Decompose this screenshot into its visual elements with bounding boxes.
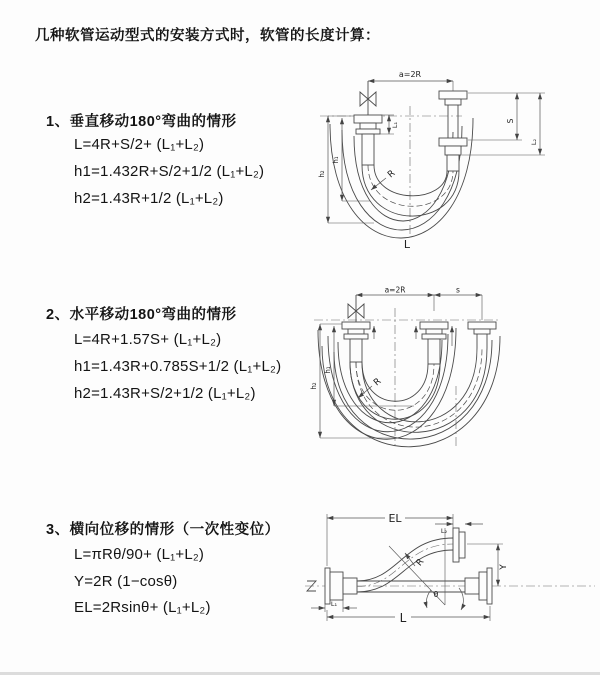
dim-label-l: L (399, 611, 407, 625)
dim-label-l2: L₂ (530, 138, 538, 146)
formula-line: L=πRθ/90+ (L₁+L₂) (74, 546, 205, 563)
section-2-heading: 2、水平移动180°弯曲的情形 (46, 307, 237, 323)
diagram-vertical-180-bend (312, 66, 584, 258)
dim-label-h2: h₂ (318, 170, 326, 178)
right-fitting (439, 91, 467, 171)
dim-label-a2r: a=2R (384, 285, 406, 295)
formula-line: h1=1.432R+S/2+1/2 (L₁+L₂) (74, 163, 265, 180)
formula-line: Y=2R (1−cosθ) (74, 573, 178, 590)
diagram-horizontal-180-bend (308, 286, 598, 454)
left-fitting (342, 322, 370, 362)
formula-line: EL=2Rsinθ+ (L₁+L₂) (74, 599, 211, 616)
dim-label-l2: L₂ (440, 527, 448, 535)
hose-u-bend-pos2 (322, 336, 500, 447)
dim-label-s: s (456, 285, 460, 295)
dim-label-a2r: a=2R (398, 70, 422, 79)
radius-label: R (372, 376, 384, 389)
right-flange (465, 568, 492, 604)
formula-line: h2=1.43R+1/2 (L₁+L₂) (74, 190, 224, 207)
section-3-heading: 3、横向位移的情形（一次性变位） (46, 522, 280, 538)
hose-u-bend (330, 118, 473, 238)
angle-label: θ (433, 590, 439, 599)
formula-line: L=4R+1.57S+ (L₁+L₂) (74, 331, 222, 348)
dim-label-h1: h₁ (324, 366, 332, 374)
formula-line: h1=1.43R+0.785S+1/2 (L₁+L₂) (74, 358, 282, 375)
valve-icon (360, 81, 376, 115)
radius-label: R (386, 168, 398, 181)
upper-flange (453, 528, 465, 562)
hose-straight (357, 581, 465, 592)
length-label: L (403, 238, 411, 251)
section-1-heading: 1、垂直移动180°弯曲的情形 (46, 114, 237, 130)
diagram-lateral-displacement (303, 498, 600, 646)
left-fitting (354, 115, 382, 165)
document-title: 几种软管运动型式的安装方式时，软管的长度计算： (35, 28, 380, 44)
dim-label-h1: h₁ (332, 156, 340, 164)
dim-label-s: S (506, 118, 515, 124)
angle-arc (426, 590, 431, 608)
formula-line: L=4R+S/2+ (L₁+L₂) (74, 136, 205, 153)
radius-label: R (414, 557, 427, 569)
dim-label-h2: h₂ (310, 382, 318, 390)
formula-line: h2=1.43R+S/2+1/2 (L₁+L₂) (74, 385, 256, 402)
dim-label-l1: L₁ (330, 600, 338, 608)
dim-label-y: Y (499, 564, 509, 570)
dim-label-el: EL (388, 512, 402, 525)
hose-s-curve (357, 538, 453, 592)
valve-icon (348, 295, 364, 322)
middle-fitting (420, 322, 448, 364)
dim-label-l1: L₁ (391, 121, 399, 129)
angle-arc (459, 588, 463, 610)
left-flange (325, 568, 357, 604)
